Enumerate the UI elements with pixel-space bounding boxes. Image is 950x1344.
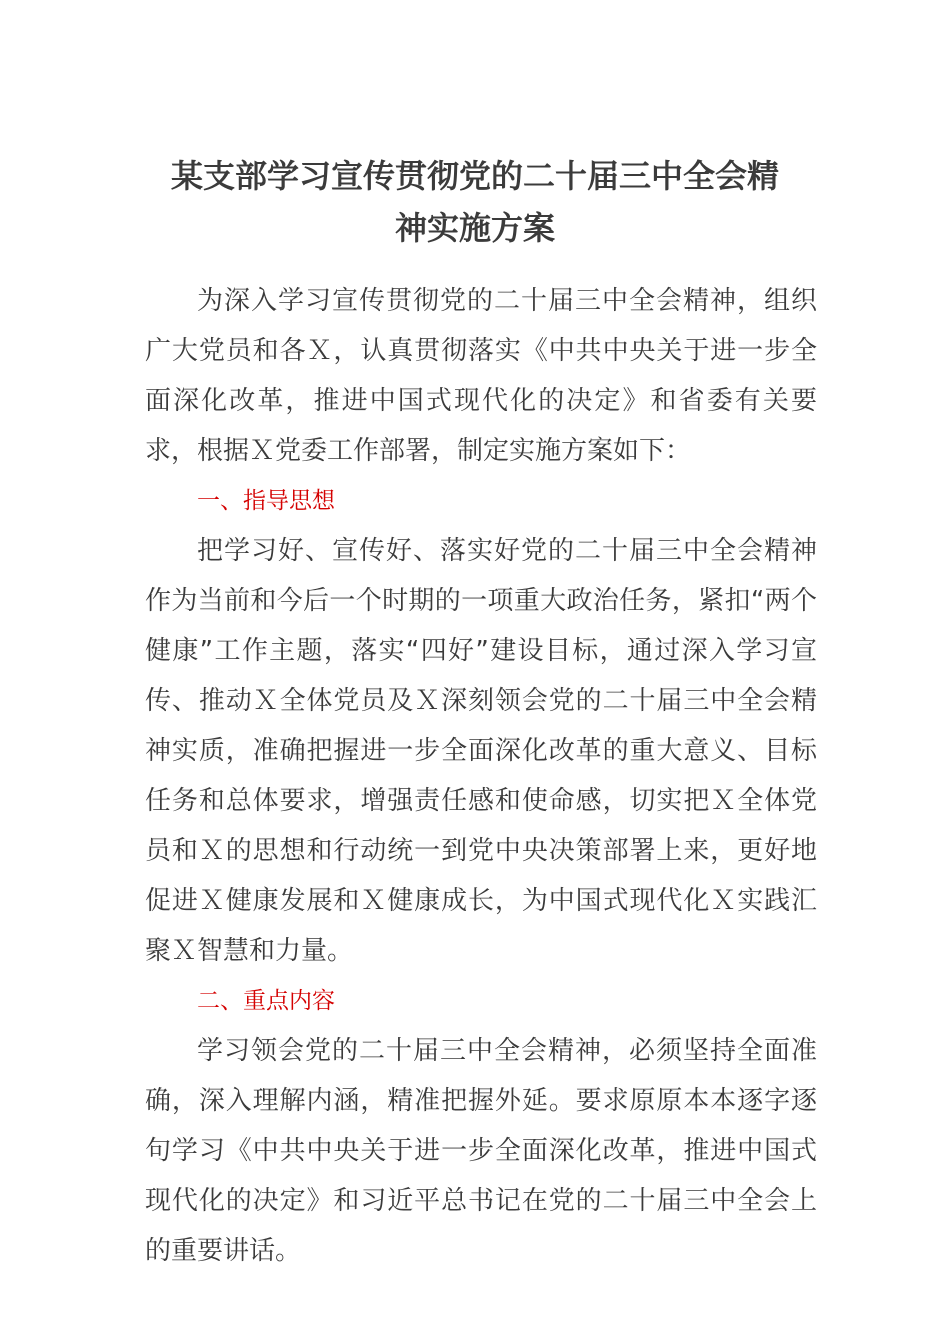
document-title <box>130 150 820 254</box>
section-1-paragraph: 把学习好、宣传好、落实好党的二十届三中全会精神作为当前和今后一个时期的一项重大政治任务，紧扣“两个健康”工作主题，落实“四好”建设目标，通过深入学习宣传、推动Ｘ全体党员及Ｘ深刻领会党的二十届三中全会精神实质，准确把握进一步全面深化改革的重大意义、目标任务和总体要求，增强责任感和使命感，切实把Ｘ全体党员和Ｘ的思想和行动统一到党中央决策部署上来，更好地促进Ｘ健康发展和Ｘ健康成长，为中国式现代化Ｘ实践汇聚Ｘ智慧和力量。 <box>145 536 817 966</box>
title-line-1: 某支部学习宣传贯彻党的二十届三中全会精 <box>170 157 779 195</box>
section-2-paragraph: 学习领会党的二十届三中全会精神，必须坚持全面准确，深入理解内涵，精准把握外延。要求原原本本逐字逐句学习《中共中央关于进一步全面深化改革，推进中国式现代化的决定》和习近平总书记在党的二十届三中全会上的重要讲话。 <box>145 1036 817 1266</box>
intro-paragraph: 为深入学习宣传贯彻党的二十届三中全会精神，组织广大党员和各Ｘ，认真贯彻落实《中共中央关于进一步全面深化改革，推进中国式现代化的决定》和省委有关要求，根据Ｘ党委工作部署，制定实施方案如下： <box>145 286 817 466</box>
section-heading-key-content: 二、重点内容 <box>197 988 335 1014</box>
title-line-2: 神实施方案 <box>394 209 555 247</box>
document-body <box>145 276 817 1276</box>
section-heading-guiding-ideology: 一、指导思想 <box>197 488 335 514</box>
